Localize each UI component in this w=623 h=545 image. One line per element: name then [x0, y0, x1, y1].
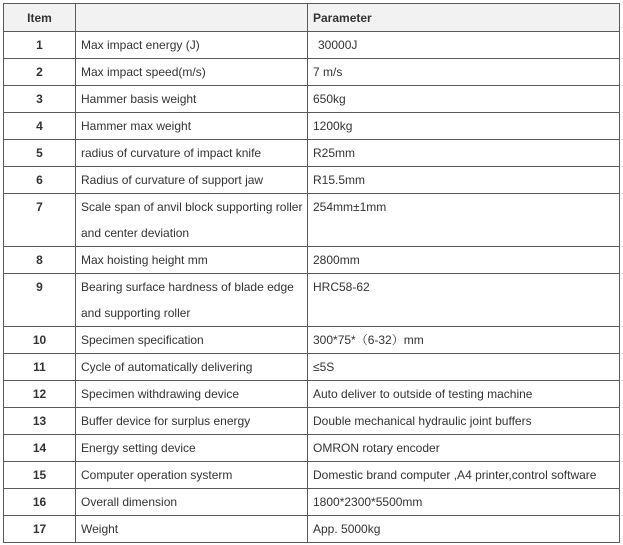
item-number: 4	[4, 113, 76, 140]
table-row	[4, 327, 620, 354]
item-number: 13	[4, 408, 76, 435]
item-value: R25mm	[308, 140, 620, 167]
table-row	[4, 140, 620, 167]
item-name-text: Bearing surface hardness of blade edge and supporting roller	[81, 280, 294, 320]
item-name: Weight	[76, 516, 308, 543]
table-row	[4, 113, 620, 140]
item-name	[76, 194, 308, 247]
header-item: Item	[4, 4, 76, 32]
item-name: Computer operation systerm	[76, 462, 308, 489]
item-value: Auto deliver to outside of testing machine	[308, 381, 620, 408]
item-value: 30000J	[308, 32, 620, 59]
item-value: Double mechanical hydraulic joint buffers	[308, 408, 620, 435]
item-number: 6	[4, 167, 76, 194]
item-value: 7 m/s	[308, 59, 620, 86]
item-name: Overall dimension	[76, 489, 308, 516]
table-row	[4, 516, 620, 543]
item-value: App. 5000kg	[308, 516, 620, 543]
item-value: 1800*2300*5500mm	[308, 489, 620, 516]
table-row	[4, 86, 620, 113]
table-row	[4, 354, 620, 381]
item-name: Energy setting device	[76, 435, 308, 462]
item-number: 5	[4, 140, 76, 167]
item-number: 1	[4, 32, 76, 59]
item-name: Radius of curvature of support jaw	[76, 167, 308, 194]
header-row	[4, 4, 620, 32]
table-row	[4, 489, 620, 516]
item-value: 2800mm	[308, 247, 620, 274]
table-row	[4, 247, 620, 274]
item-number: 12	[4, 381, 76, 408]
item-name: Specimen specification	[76, 327, 308, 354]
item-number: 17	[4, 516, 76, 543]
item-number: 14	[4, 435, 76, 462]
table-row	[4, 462, 620, 489]
item-value: OMRON rotary encoder	[308, 435, 620, 462]
item-value: ≤5S	[308, 354, 620, 381]
header-name	[76, 4, 308, 32]
item-value: R15.5mm	[308, 167, 620, 194]
table-row	[4, 435, 620, 462]
item-number: 11	[4, 354, 76, 381]
table-row	[4, 32, 620, 59]
item-value: Domestic brand computer ,A4 printer,control software	[308, 462, 620, 489]
item-name: Max impact speed(m/s)	[76, 59, 308, 86]
item-number: 10	[4, 327, 76, 354]
table-row	[4, 59, 620, 86]
item-number: 9	[4, 274, 76, 327]
item-number: 2	[4, 59, 76, 86]
item-value: 1200kg	[308, 113, 620, 140]
item-name: radius of curvature of impact knife	[76, 140, 308, 167]
item-name	[76, 274, 308, 327]
item-name: Hammer max weight	[76, 113, 308, 140]
item-name-text: Scale span of anvil block supporting roller and center deviation	[81, 200, 303, 240]
item-value: 650kg	[308, 86, 620, 113]
header-parameter: Parameter	[308, 4, 620, 32]
spec-table	[3, 3, 620, 543]
item-value: HRC58-62	[308, 274, 620, 327]
item-number: 8	[4, 247, 76, 274]
item-value: 300*75*（6-32）mm	[308, 327, 620, 354]
item-number: 3	[4, 86, 76, 113]
item-name: Cycle of automatically delivering	[76, 354, 308, 381]
table-row	[4, 381, 620, 408]
item-number: 16	[4, 489, 76, 516]
item-name: Max impact energy (J)	[76, 32, 308, 59]
item-name: Buffer device for surplus energy	[76, 408, 308, 435]
item-value: 254mm±1mm	[308, 194, 620, 247]
item-number: 7	[4, 194, 76, 247]
table-row	[4, 194, 620, 247]
table-row	[4, 408, 620, 435]
item-name: Hammer basis weight	[76, 86, 308, 113]
item-name: Specimen withdrawing device	[76, 381, 308, 408]
table-row	[4, 167, 620, 194]
item-number: 15	[4, 462, 76, 489]
table-row	[4, 274, 620, 327]
item-name: Max hoisting height mm	[76, 247, 308, 274]
